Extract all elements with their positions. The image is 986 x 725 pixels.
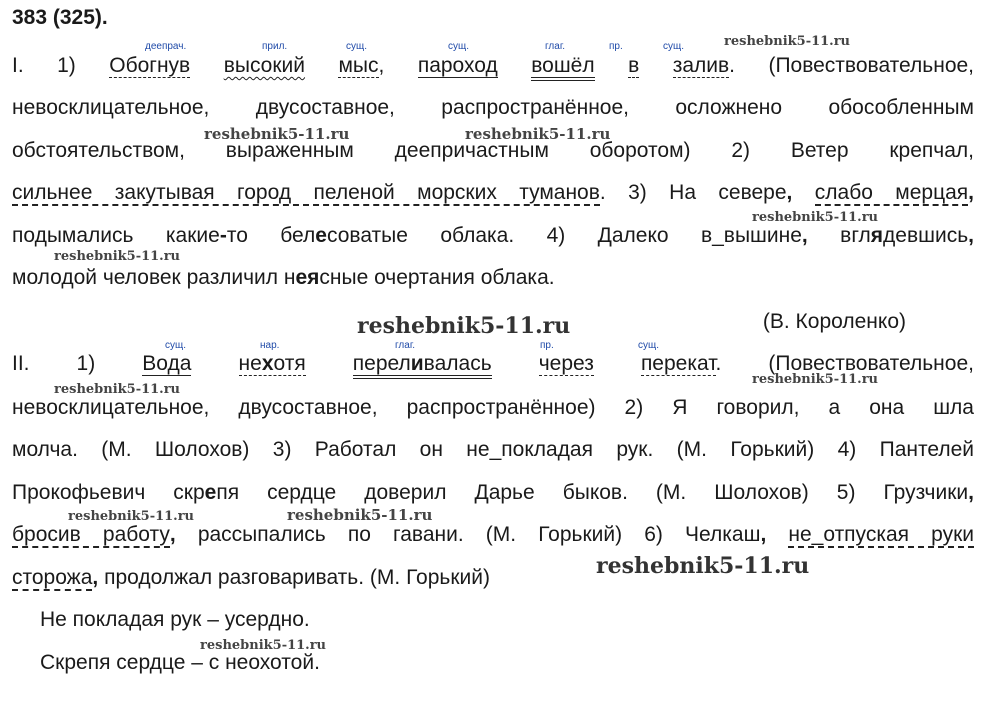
- text-line: обстоятельством, выраженным деепричастным оборотом) 2) Ветер крепчал,: [12, 139, 974, 162]
- pos-tag: сущ.: [663, 41, 685, 52]
- text-line: II. 1) Вода нехотя переливалась через перекат. (Повествовательное,: [12, 352, 974, 376]
- pos-tag: деепрач.: [145, 41, 187, 52]
- watermark: reshebnik5-11.ru: [54, 382, 181, 397]
- text-line: I. 1) Обогнув высокий мыс, пароход вошёл в залив. (Повествовательное,: [12, 54, 974, 78]
- text-line: молодой человек различил неясные очертания облака.: [12, 266, 555, 289]
- pos-tag: сущ.: [448, 41, 470, 52]
- text-line: молча. (М. Шолохов) 3) Работал он не_покладая рук. (М. Горький) 4) Пантелей: [12, 438, 974, 461]
- pos-tag: пр.: [609, 41, 623, 52]
- watermark: reshebnik5-11.ru: [357, 313, 571, 339]
- text-line: бросив работу, рассыпались по гавани. (М. Горький) 6) Челкаш, не_отпуская руки: [12, 523, 974, 546]
- text-line: невосклицательное, двусоставное, распространённое) 2) Я говорил, а она шла: [12, 396, 974, 419]
- watermark: reshebnik5-11.ru: [596, 553, 810, 579]
- watermark: reshebnik5-11.ru: [752, 210, 879, 225]
- definition-note: Не покладая рук – усердно.: [40, 608, 310, 631]
- author-credit: (В. Короленко): [762, 310, 906, 333]
- watermark: reshebnik5-11.ru: [54, 249, 181, 264]
- text-line: Прокофьевич скрепя сердце доверил Дарье быков. (М. Шолохов) 5) Грузчики,: [12, 481, 974, 504]
- pos-tag: сущ.: [638, 340, 660, 351]
- pos-tag: сущ.: [165, 340, 187, 351]
- watermark: reshebnik5-11.ru: [465, 125, 611, 143]
- text-line: подымались какие-то белесоватые облака. 4) Далеко в_вышине, вглядевшись,: [12, 224, 974, 247]
- pos-tag: нар.: [260, 340, 280, 351]
- pos-tag: глаг.: [545, 41, 566, 52]
- text-line: невосклицательное, двусоставное, распространённое, осложнено обособленным: [12, 96, 974, 119]
- pos-tag: сущ.: [346, 41, 368, 52]
- pos-tag: пр.: [540, 340, 554, 351]
- watermark: reshebnik5-11.ru: [752, 372, 879, 387]
- watermark: reshebnik5-11.ru: [724, 34, 851, 49]
- watermark: reshebnik5-11.ru: [68, 509, 195, 524]
- watermark: reshebnik5-11.ru: [287, 506, 433, 524]
- watermark: reshebnik5-11.ru: [200, 638, 327, 653]
- watermark: reshebnik5-11.ru: [204, 125, 350, 143]
- definition-note: Скрепя сердце – с неохотой.: [40, 651, 320, 674]
- pos-tag: прил.: [262, 41, 288, 52]
- text-line: сильнее закутывая город пеленой морских туманов. 3) На севере, слабо мерцая,: [12, 181, 975, 204]
- text-line: сторожа, продолжал разговаривать. (М. Горький): [12, 566, 490, 589]
- exercise-number: 383 (325).: [12, 6, 108, 29]
- pos-tag: глаг.: [395, 340, 416, 351]
